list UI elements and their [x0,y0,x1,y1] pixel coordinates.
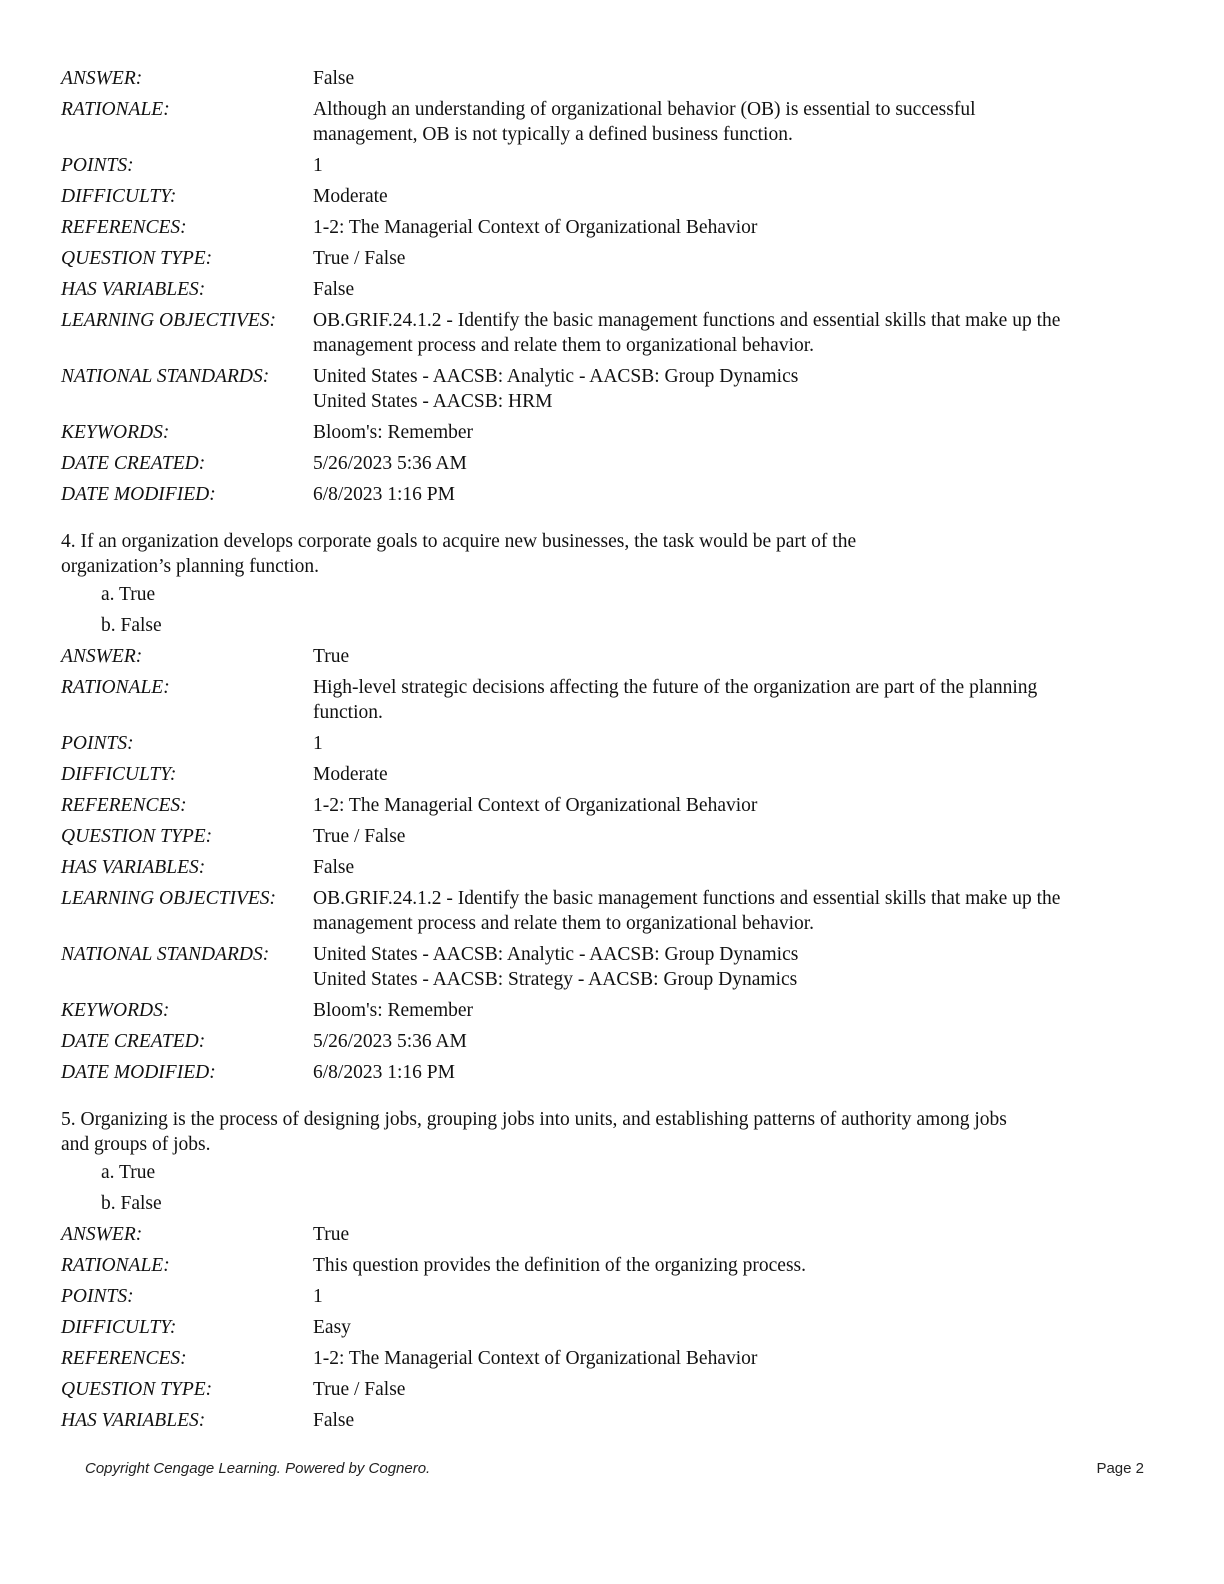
field-label: KEYWORDS: [61,422,170,443]
metadata-row [61,824,1161,849]
field-value-line: United States - AACSB: HRM [313,391,553,412]
field-value [313,246,1161,271]
question-5-text [61,1107,1161,1157]
question-text-line: 5. Organizing is the process of designing jobs, grouping jobs into units, and establishing patterns of authority among jobs [61,1109,1007,1130]
field-value-line: United States - AACSB: Strategy - AACSB: Group Dynamics [313,969,798,990]
option-b: b. False [101,1193,162,1214]
metadata-row [61,482,1161,507]
field-value [313,675,1161,725]
field-value-line: Bloom's: Remember [313,422,474,443]
field-label: QUESTION TYPE: [61,1379,213,1400]
field-value-line: management, OB is not typically a defined business function. [313,124,793,145]
field-label: REFERENCES: [61,795,187,816]
field-value-line: True / False [313,248,406,269]
field-value-line: Although an understanding of organizational behavior (OB) is essential to successful [313,99,976,120]
metadata-row [61,793,1161,818]
field-value [313,886,1161,936]
field-value-line: 1 [313,1286,323,1307]
field-value [313,824,1161,849]
metadata-row [61,451,1161,476]
field-value [313,66,1161,91]
metadata-row [61,1284,1161,1309]
field-value-line: OB.GRIF.24.1.2 - Identify the basic management functions and essential skills that make up the [313,310,1061,331]
metadata-row [61,308,1161,358]
question-text-line: and groups of jobs. [61,1134,211,1155]
field-value [313,184,1161,209]
field-value [313,793,1161,818]
field-label: POINTS: [61,155,134,176]
question-4 [61,529,1161,1085]
metadata-row [61,364,1161,414]
option-a: a. True [101,584,156,605]
metadata-row [61,1346,1161,1371]
question-5 [61,1107,1161,1433]
field-value-line: True / False [313,826,406,847]
metadata-row [61,66,1161,91]
field-value [313,277,1161,302]
metadata-row [61,97,1161,147]
field-value [313,1060,1161,1085]
field-value [313,97,1161,147]
page-number: Page 2 [1096,1460,1144,1477]
metadata-row [61,855,1161,880]
option-a: a. True [101,1162,156,1183]
field-value-line: False [313,857,355,878]
field-value-line: 5/26/2023 5:36 AM [313,1031,467,1052]
metadata-row [61,1029,1161,1054]
metadata-row [61,644,1161,669]
field-value-line: management process and relate them to organizational behavior. [313,913,815,934]
metadata-row [61,153,1161,178]
field-value [313,1315,1161,1340]
question-4-metadata [61,644,1161,1085]
field-label: QUESTION TYPE: [61,826,213,847]
metadata-row [61,215,1161,240]
field-value-line: OB.GRIF.24.1.2 - Identify the basic management functions and essential skills that make up the [313,888,1061,909]
field-value-line: False [313,1410,355,1431]
field-value-line: 1 [313,155,323,176]
field-label: POINTS: [61,1286,134,1307]
field-label: DIFFICULTY: [61,186,177,207]
field-value-line: Bloom's: Remember [313,1000,474,1021]
field-label: ANSWER: [61,646,143,667]
field-value [313,1029,1161,1054]
question-3-metadata [61,66,1161,507]
field-label: HAS VARIABLES: [61,279,206,300]
field-label: QUESTION TYPE: [61,248,213,269]
question-text-line: organization’s planning function. [61,556,319,577]
field-value-line: 6/8/2023 1:16 PM [313,1062,455,1083]
field-label: NATIONAL STANDARDS: [61,366,270,387]
field-label: ANSWER: [61,1224,143,1245]
field-label: ANSWER: [61,68,143,89]
field-label: LEARNING OBJECTIVES: [61,310,277,331]
question-text-line: 4. If an organization develops corporate goals to acquire new businesses, the task would be part of the [61,531,857,552]
field-label: DATE CREATED: [61,1031,206,1052]
field-value-line: 1-2: The Managerial Context of Organizational Behavior [313,217,758,238]
field-value-line: False [313,68,355,89]
field-label: DIFFICULTY: [61,764,177,785]
field-value [313,1222,1161,1247]
field-value-line: function. [313,702,383,723]
metadata-row [61,1253,1161,1278]
option-b: b. False [101,615,162,636]
field-label: NATIONAL STANDARDS: [61,944,270,965]
field-value-line: 6/8/2023 1:16 PM [313,484,455,505]
field-label: DIFFICULTY: [61,1317,177,1338]
question-5-metadata [61,1222,1161,1433]
field-value-line: False [313,279,355,300]
field-value [313,1253,1161,1278]
field-value-line: This question provides the definition of the organizing process. [313,1255,807,1276]
metadata-row [61,420,1161,445]
field-value-line: Moderate [313,186,388,207]
field-value-line: 1 [313,733,323,754]
field-value [313,855,1161,880]
field-value-line: High-level strategic decisions affecting the future of the organization are part of the planning [313,677,1038,698]
field-label: POINTS: [61,733,134,754]
field-label: HAS VARIABLES: [61,1410,206,1431]
field-value-line: True [313,1224,350,1245]
field-label: REFERENCES: [61,217,187,238]
field-value [313,998,1161,1023]
field-value [313,308,1161,358]
document-page [61,66,1161,1439]
field-value [313,1408,1161,1433]
field-value-line: United States - AACSB: Analytic - AACSB: Group Dynamics [313,944,799,965]
metadata-row [61,675,1161,725]
metadata-row [61,1060,1161,1085]
field-value-line: 1-2: The Managerial Context of Organizational Behavior [313,1348,758,1369]
metadata-row [61,1408,1161,1433]
field-label: DATE MODIFIED: [61,484,216,505]
field-value [313,153,1161,178]
field-value [313,482,1161,507]
field-value [313,1377,1161,1402]
field-value [313,451,1161,476]
field-label: REFERENCES: [61,1348,187,1369]
field-value [313,644,1161,669]
metadata-row [61,998,1161,1023]
field-value [313,942,1161,992]
question-4-text [61,529,1161,579]
metadata-row [61,1222,1161,1247]
field-label: LEARNING OBJECTIVES: [61,888,277,909]
field-value-line: Moderate [313,764,388,785]
field-value-line: 1-2: The Managerial Context of Organizational Behavior [313,795,758,816]
field-value-line: United States - AACSB: Analytic - AACSB: Group Dynamics [313,366,799,387]
field-label: KEYWORDS: [61,1000,170,1021]
field-value-line: 5/26/2023 5:36 AM [313,453,467,474]
metadata-row [61,762,1161,787]
field-label: DATE MODIFIED: [61,1062,216,1083]
metadata-row [61,942,1161,992]
field-label: HAS VARIABLES: [61,857,206,878]
field-label: RATIONALE: [61,99,170,120]
metadata-row [61,731,1161,756]
field-value [313,215,1161,240]
metadata-row [61,277,1161,302]
metadata-row [61,184,1161,209]
field-value [313,1284,1161,1309]
field-value [313,1346,1161,1371]
field-value [313,731,1161,756]
field-value-line: True / False [313,1379,406,1400]
metadata-row [61,1315,1161,1340]
field-value-line: True [313,646,350,667]
field-value [313,364,1161,414]
field-value [313,762,1161,787]
footer-copyright: Copyright Cengage Learning. Powered by Cognero. [85,1460,431,1477]
field-label: DATE CREATED: [61,453,206,474]
field-label: RATIONALE: [61,677,170,698]
field-label: RATIONALE: [61,1255,170,1276]
metadata-row [61,246,1161,271]
metadata-row [61,1377,1161,1402]
field-value-line: management process and relate them to organizational behavior. [313,335,815,356]
field-value-line: Easy [313,1317,351,1338]
field-value [313,420,1161,445]
metadata-row [61,886,1161,936]
